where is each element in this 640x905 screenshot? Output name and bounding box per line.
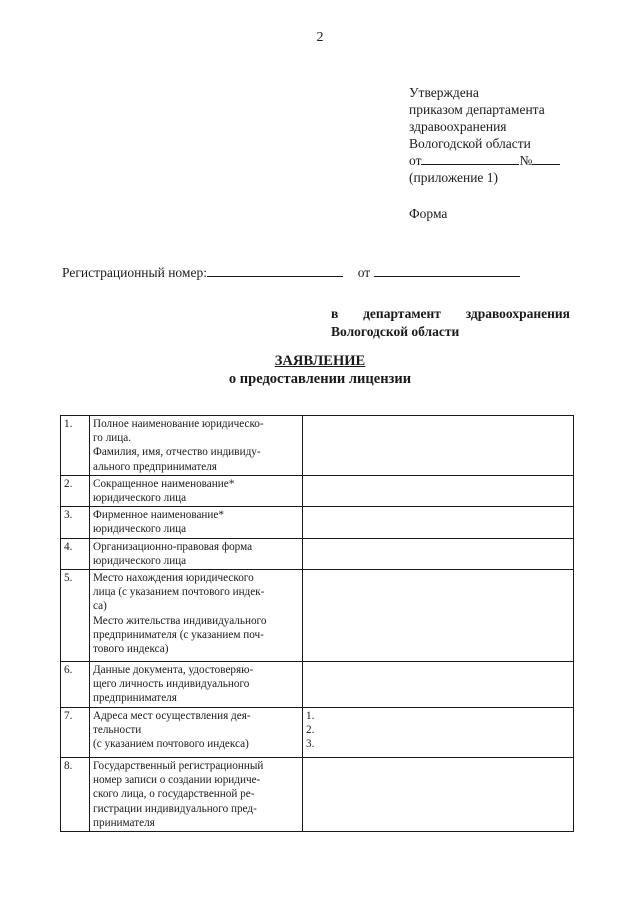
row-label: [90, 708, 303, 758]
row-value-field[interactable]: [303, 570, 574, 662]
approval-from-prefix: от: [409, 153, 422, 168]
row-label-line: Адреса мест осуществления дея-: [93, 710, 251, 723]
document-subtitle: о предоставлении лицензии: [228, 371, 412, 387]
document-title: ЗАЯВЛЕНИЕ: [274, 353, 366, 369]
row-label-line: юридического лица: [93, 492, 187, 505]
row-value-field[interactable]: [303, 538, 574, 569]
table-row: [61, 662, 574, 708]
row-label-line: Данные документа, удостоверяю-: [93, 664, 254, 677]
row-label-line: номер записи о создании юридиче-: [93, 774, 261, 787]
row-label-line: Полное наименование юридическо-: [93, 418, 264, 430]
recipient-block: [331, 305, 570, 341]
row-label-line: тельности: [93, 724, 142, 737]
row-number: 2.: [61, 475, 90, 506]
row-label-line: лица (с указанием почтового индек-: [93, 586, 265, 599]
registration-number-blank[interactable]: [207, 263, 343, 277]
row-label-line: щего личность индивидуального: [93, 678, 250, 691]
row-label-line: Место жительства индивидуального: [93, 614, 267, 627]
row-label: [90, 570, 303, 662]
registration-date-prefix: от: [357, 265, 371, 280]
application-table: [60, 415, 574, 832]
row-label-line: принимателя: [93, 816, 155, 829]
row-number: 1.: [61, 416, 90, 476]
approval-line: Вологодской области: [409, 136, 531, 151]
page-number: 2: [316, 30, 324, 45]
row-label-line: юридического лица: [93, 523, 187, 536]
row-value-field[interactable]: [303, 416, 574, 476]
table-row: [61, 507, 574, 538]
row-value-field[interactable]: [303, 758, 574, 832]
approval-number-sign: №: [519, 153, 533, 168]
recipient-word: департамент: [363, 306, 441, 321]
registration-date-blank[interactable]: [374, 263, 520, 277]
table-row: [61, 416, 574, 476]
row-label: [90, 475, 303, 506]
row-label-line: Фамилия, имя, отчество индивиду-: [93, 446, 261, 459]
approval-line: здравоохранения: [409, 119, 507, 134]
row-label: [90, 758, 303, 832]
row-label-line: предпринимателя: [93, 692, 177, 705]
approval-appendix: (приложение 1): [409, 170, 499, 185]
recipient-line: Вологодской области: [331, 324, 460, 339]
form-label: Форма: [409, 206, 448, 221]
approval-number-blank[interactable]: [532, 152, 560, 165]
approval-date-number-line: [409, 152, 560, 169]
table-row: [61, 758, 574, 832]
row-value-line: 3.: [306, 738, 315, 751]
row-value-field[interactable]: [303, 475, 574, 506]
row-label-line: ского лица, о государственной ре-: [93, 788, 255, 801]
row-label: [90, 538, 303, 569]
row-label-line: тового индекса): [93, 643, 169, 656]
approval-date-blank[interactable]: [421, 152, 519, 165]
row-label-line: Место нахождения юридического: [93, 572, 254, 585]
approval-line: приказом департамента: [409, 102, 545, 117]
registration-label: Регистрационный номер:: [62, 265, 207, 280]
table-row: [61, 538, 574, 569]
row-label-line: гистрации индивидуального пред-: [93, 802, 257, 815]
row-label-line: Фирменное наименование*: [93, 509, 224, 522]
recipient-word: здравоохранения: [465, 306, 570, 321]
document-title-block: [0, 352, 640, 388]
row-label-line: го лица.: [93, 432, 132, 445]
row-label-line: юридического лица: [93, 554, 187, 567]
row-value-line: 1.: [306, 710, 315, 723]
row-label: [90, 416, 303, 476]
row-number: 6.: [61, 662, 90, 708]
row-label-line: Сокращенное наименование*: [93, 477, 235, 490]
row-label-line: (с указанием почтового индекса): [93, 738, 249, 751]
row-label-line: Государственный регистрационный: [93, 760, 264, 773]
row-number: 4.: [61, 538, 90, 569]
registration-line: [62, 263, 520, 281]
table-row: [61, 475, 574, 506]
row-value-field[interactable]: [303, 708, 574, 758]
row-number: 8.: [61, 758, 90, 832]
row-label-line: предпринимателя (с указанием поч-: [93, 628, 264, 641]
table-row: [61, 708, 574, 758]
recipient-word: в: [331, 306, 339, 321]
row-value-field[interactable]: [303, 662, 574, 708]
row-number: 5.: [61, 570, 90, 662]
row-label-line: Организационно-правовая форма: [93, 540, 253, 553]
row-value-line: 2.: [306, 724, 315, 737]
table-row: [61, 570, 574, 662]
row-number: 7.: [61, 708, 90, 758]
row-label: [90, 662, 303, 708]
row-number: 3.: [61, 507, 90, 538]
row-value-field[interactable]: [303, 507, 574, 538]
row-label-line: ального предпринимателя: [93, 460, 217, 473]
approval-line: Утверждена: [409, 85, 479, 100]
approval-block: [409, 84, 560, 186]
row-label-line: са): [93, 600, 107, 613]
row-label: [90, 507, 303, 538]
